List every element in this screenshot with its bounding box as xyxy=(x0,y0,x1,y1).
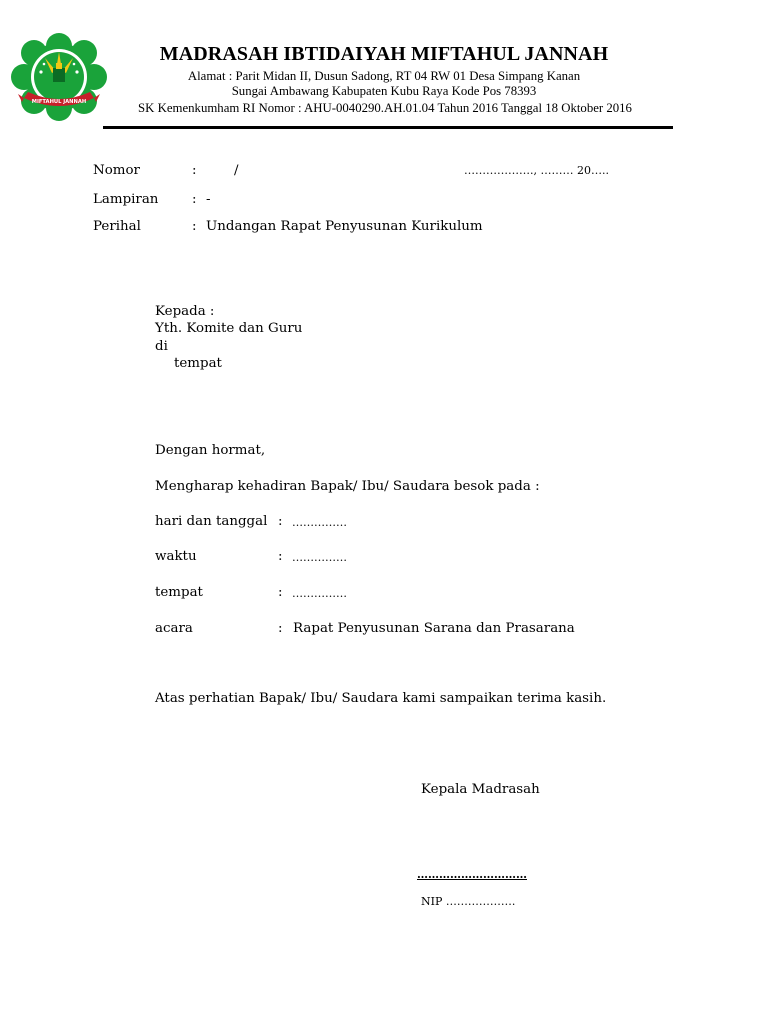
detail-label-place: tempat xyxy=(155,585,203,600)
detail-colon-place: : xyxy=(278,585,283,600)
lampiran-value: - xyxy=(206,192,211,207)
school-sk-line: SK Kemenkumham RI Nomor : AHU-0040290.AH.01.04 Tahun 2016 Tanggal 18 Oktober 2016 xyxy=(138,101,632,115)
detail-label-date: hari dan tanggal xyxy=(155,514,268,529)
perihal-value: Undangan Rapat Penyusunan Kurikulum xyxy=(206,219,483,234)
school-address-line2: Sungai Ambawang Kabupaten Kubu Raya Kode Pos 78393 xyxy=(231,84,537,98)
school-name: MADRASAH IBTIDAIYAH MIFTAHUL JANNAH xyxy=(159,43,609,65)
nomor-label: Nomor xyxy=(93,163,140,178)
perihal-label: Perihal xyxy=(93,219,141,234)
signature-name: ………………………… xyxy=(417,868,527,881)
date-dots: ………………., ……… 20….. xyxy=(464,164,609,177)
detail-value-date: …………… xyxy=(292,516,347,529)
detail-value-time: …………… xyxy=(292,551,347,564)
madrasah-logo xyxy=(10,32,108,122)
recipient-yth: Yth. Komite dan Guru xyxy=(155,321,303,336)
recipient-tempat: tempat xyxy=(174,356,222,371)
date-line xyxy=(464,164,609,177)
detail-colon-date: : xyxy=(278,514,283,529)
school-address-line1: Alamat : Parit Midan II, Dusun Sadong, RT 04 RW 01 Desa Simpang Kanan xyxy=(187,69,581,83)
detail-label-event: acara xyxy=(155,621,193,636)
detail-label-time: waktu xyxy=(155,549,197,564)
letterhead-divider xyxy=(103,126,673,129)
intro-text: Mengharap kehadiran Bapak/ Ibu/ Saudara besok pada : xyxy=(155,479,540,494)
perihal-colon: : xyxy=(192,219,197,234)
lampiran-colon: : xyxy=(192,192,197,207)
recipient-di: di xyxy=(155,339,168,354)
signature-position: Kepala Madrasah xyxy=(421,782,540,797)
closing-text: Atas perhatian Bapak/ Ibu/ Saudara kami sampaikan terima kasih. xyxy=(155,691,607,706)
signature-nip: NIP ………………. xyxy=(421,895,516,908)
detail-colon-event: : xyxy=(278,621,283,636)
nomor-colon: : xyxy=(192,163,197,178)
detail-value-event: Rapat Penyusunan Sarana dan Prasarana xyxy=(293,621,575,636)
lampiran-label: Lampiran xyxy=(93,192,159,207)
recipient-kepada: Kepada : xyxy=(155,304,215,319)
detail-colon-time: : xyxy=(278,549,283,564)
greeting: Dengan hormat, xyxy=(155,443,266,458)
nomor-value: / xyxy=(234,163,239,178)
detail-value-place: …………… xyxy=(292,587,347,600)
logo-ribbon-text: MIFTAHUL JANNAH xyxy=(31,99,87,105)
